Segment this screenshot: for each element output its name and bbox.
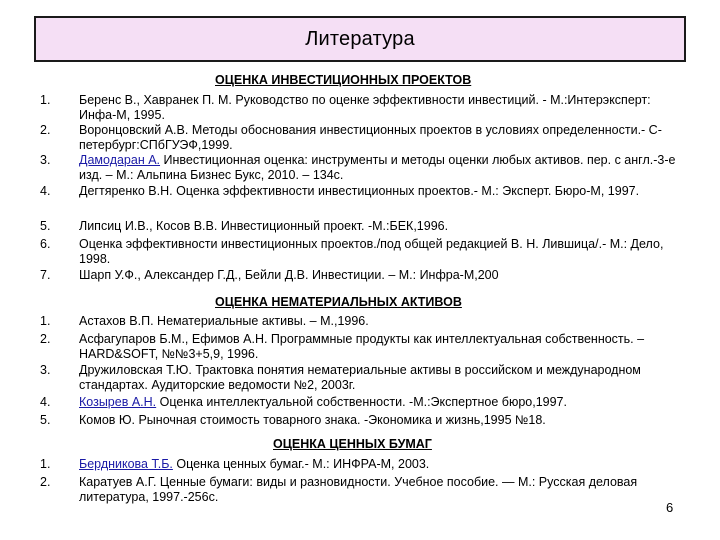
list-item-text: Липсиц И.В., Косов В.В. Инвестиционный проект. -М.:БЕК,1996. [79, 219, 449, 233]
list-item-text: Дружиловская Т.Ю. Трактовка понятия нематериальные активы в российском и международном стандартах. Аудиторские ведомости №2, 2003г. [79, 363, 641, 392]
page-number: 6 [666, 500, 674, 515]
list-item-number: 2. [40, 475, 51, 489]
citation-text: Оценка ценных бумаг.- М.: ИНФРА-М, 2003. [172, 457, 430, 471]
list-item-number: 4. [40, 184, 51, 198]
section-heading-intangible-assets: ОЦЕНКА НЕМАТЕРИАЛЬНЫХ АКТИВОВ [215, 295, 462, 309]
list-item-number: 5. [40, 219, 51, 233]
slide-title-bar [34, 16, 686, 62]
list-item-number: 5. [40, 413, 51, 427]
list-item-text: Асфагупаров Б.М., Ефимов А.Н. Программные продукты как интеллектуальная собственность. – HARD&SOFT, №№3+5,9, 1996. [79, 332, 645, 361]
list-item-number: 2. [40, 123, 51, 137]
slide-title: Литература [305, 27, 415, 50]
author-link[interactable]: Бердникова Т.Б. [79, 457, 173, 471]
list-item-number: 2. [40, 332, 51, 346]
list-item-text: Дегтяренко В.Н. Оценка эффективности инвестиционных проектов.- М.: Эксперт. Бюро-М, 1997. [79, 184, 640, 198]
list-item-number: 3. [40, 153, 51, 167]
section-heading-investment-projects: ОЦЕНКА ИНВЕСТИЦИОННЫХ ПРОЕКТОВ [215, 73, 472, 87]
list-item-text [79, 457, 679, 472]
section-heading-securities: ОЦЕНКА ЦЕННЫХ БУМАГ [273, 437, 432, 451]
list-item-number: 1. [40, 314, 51, 328]
list-item-text: Астахов В.П. Нематериальные активы. – М.,1996. [79, 314, 369, 328]
list-item-text [79, 395, 679, 410]
list-item-text: Беренс В., Хавранек П. М. Руководство по оценке эффективности инвестиций. - М.:Интерэксперт: Инфа-М, 1995. [79, 93, 651, 122]
citation-text: Оценка интеллектуальной собственности. -М.:Экспертное бюро,1997. [156, 395, 567, 409]
list-item-number: 4. [40, 395, 51, 409]
list-item-number: 6. [40, 237, 51, 251]
list-item-text: Шарп У.Ф., Александер Г.Д., Бейли Д.В. Инвестиции. – М.: Инфра-М,200 [79, 268, 499, 282]
list-item-number: 1. [40, 93, 51, 107]
list-item-number: 1. [40, 457, 51, 471]
citation-text: Инвестиционная оценка: инструменты и методы оценки любых активов. пер. с англ.-3-е изд. – М.: Альпина Бизнес Букс, 2010. – 134с. [79, 153, 676, 182]
list-item-text: Оценка эффективности инвестиционных проектов./под общей редакцией В. Н. Лившица/.- М.: Дело, 1998. [79, 237, 664, 266]
list-item-text [79, 153, 679, 182]
list-item-text: Каратуев А.Г. Ценные бумаги: виды и разновидности. Учебное пособие. — М.: Русская деловая литература, 1997.-256с. [79, 475, 638, 504]
list-item-text: Комов Ю. Рыночная стоимость товарного знака. -Экономика и жизнь,1995 №18. [79, 413, 546, 427]
author-link[interactable]: Козырев А.Н. [79, 395, 157, 409]
list-item-number: 7. [40, 268, 51, 282]
list-item-number: 3. [40, 363, 51, 377]
list-item-text: Воронцовский А.В. Методы обоснования инвестиционных проектов в условиях определенности.- С-петербург:СПбГУЭФ,1999. [79, 123, 662, 152]
author-link[interactable]: Дамодаран А. [79, 153, 161, 167]
